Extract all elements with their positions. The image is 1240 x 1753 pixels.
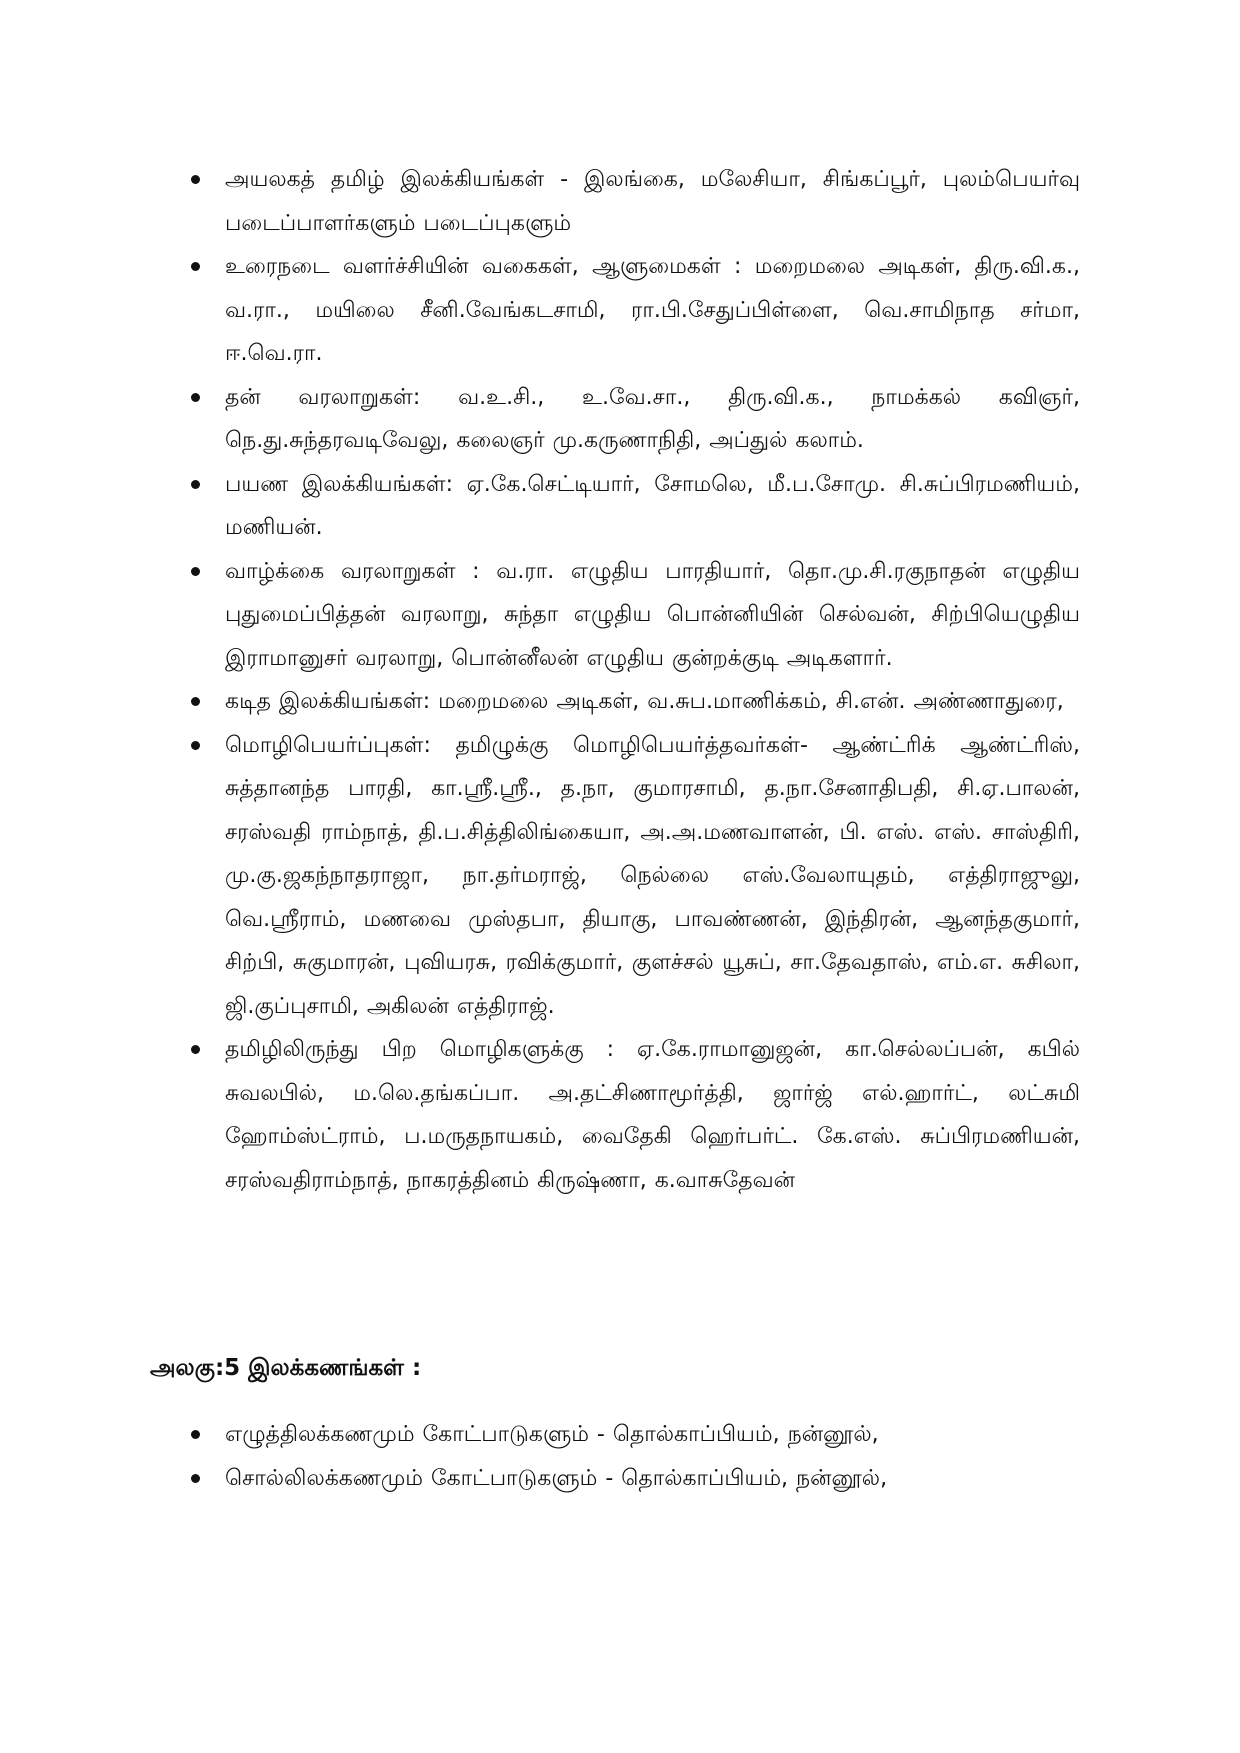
list-item: தமிழிலிருந்து பிற மொழிகளுக்கு : ஏ.கே.ராமானுஜன், கா.செல்லப்பன், கபில் சுவலபில், ம.லெ.தங்கப்பா. அ.தட்சிணாமூர்த்தி, ஜார்ஜ் எல்.ஹார்ட், லட்சுமி ஹோம்ஸ்ட்ராம், ப.மருதநாயகம், வைதேகி ஹெர்பர்ட். கே.எஸ். சுப்பிரமணியன், சரஸ்வதிராம்நாத், நாகரத்தினம் கிருஷ்ணா, க.வாசுதேவன் xyxy=(180,1028,1080,1202)
literature-list xyxy=(180,158,1080,1202)
list-item: மொழிபெயர்ப்புகள்: தமிழுக்கு மொழிபெயர்த்தவர்கள்- ஆண்ட்ரிக் ஆண்ட்ரிஸ், சுத்தானந்த பாரதி, கா.ஸ்ரீ.ஸ்ரீ., த.நா, குமாரசாமி, த.நா.சேனாதிபதி, சி.ஏ.பாலன், சரஸ்வதி ராம்நாத், தி.ப.சித்திலிங்கையா, அ.அ.மணவாளன், பி. எஸ். எஸ். சாஸ்திரி, மு.கு.ஜகந்நாதராஜா, நா.தர்மராஜ், நெல்லை எஸ்.வேலாயுதம், எத்திராஜுலு, வெ.ஸ்ரீராம், மணவை முஸ்தபா, தியாகு, பாவண்ணன், இந்திரன், ஆனந்தகுமார், சிற்பி, சுகுமாரன், புவியரசு, ரவிக்குமார், குளச்சல் யூசுப், சா.தேவதாஸ், எம்.எ. சுசிலா, ஜி.குப்புசாமி, அகிலன் எத்திராஜ். xyxy=(180,724,1080,1029)
list-item: அயலகத் தமிழ் இலக்கியங்கள் - இலங்கை, மலேசியா, சிங்கப்பூர், புலம்பெயர்வு படைப்பாளர்களும் படைப்புகளும் xyxy=(180,158,1080,245)
grammar-list xyxy=(180,1413,1080,1500)
list-item: தன் வரலாறுகள்: வ.உ.சி., உ.வே.சா., திரு.வி.க., நாமக்கல் கவிஞர், நெ.து.சுந்தரவடிவேலு, கலைஞர் மு.கருணாநிதி, அப்துல் கலாம். xyxy=(180,376,1080,463)
list-item: சொல்லிலக்கணமும் கோட்பாடுகளும் - தொல்காப்பியம், நன்னூல், xyxy=(180,1457,1080,1501)
list-item: வாழ்க்கை வரலாறுகள் : வ.ரா. எழுதிய பாரதியார், தொ.மு.சி.ரகுநாதன் எழுதிய புதுமைப்பித்தன் வரலாறு, சுந்தா எழுதிய பொன்னியின் செல்வன், சிற்பியெழுதிய இராமானுசர் வரலாறு, பொன்னீலன் எழுதிய குன்றக்குடி அடிகளார். xyxy=(180,550,1080,681)
list-item: பயண இலக்கியங்கள்: ஏ.கே.செட்டியார், சோமலெ, மீ.ப.சோமு. சி.சுப்பிரமணியம், மணியன். xyxy=(180,463,1080,550)
list-item: உரைநடை வளர்ச்சியின் வகைகள், ஆளுமைகள் : மறைமலை அடிகள், திரு.வி.க., வ.ரா., மயிலை சீனி.வேங்கடசாமி, ரா.பி.சேதுப்பிள்ளை, வெ.சாமிநாத சர்மா, ஈ.வெ.ரா. xyxy=(180,245,1080,376)
list-item: கடித இலக்கியங்கள்: மறைமலை அடிகள், வ.சுப.மாணிக்கம், சி.என். அண்ணாதுரை, xyxy=(180,680,1080,724)
unit-heading: அலகு:5 இலக்கணங்கள் : xyxy=(150,1355,422,1381)
list-item: எழுத்திலக்கணமும் கோட்பாடுகளும் - தொல்காப்பியம், நன்னூல், xyxy=(180,1413,1080,1457)
